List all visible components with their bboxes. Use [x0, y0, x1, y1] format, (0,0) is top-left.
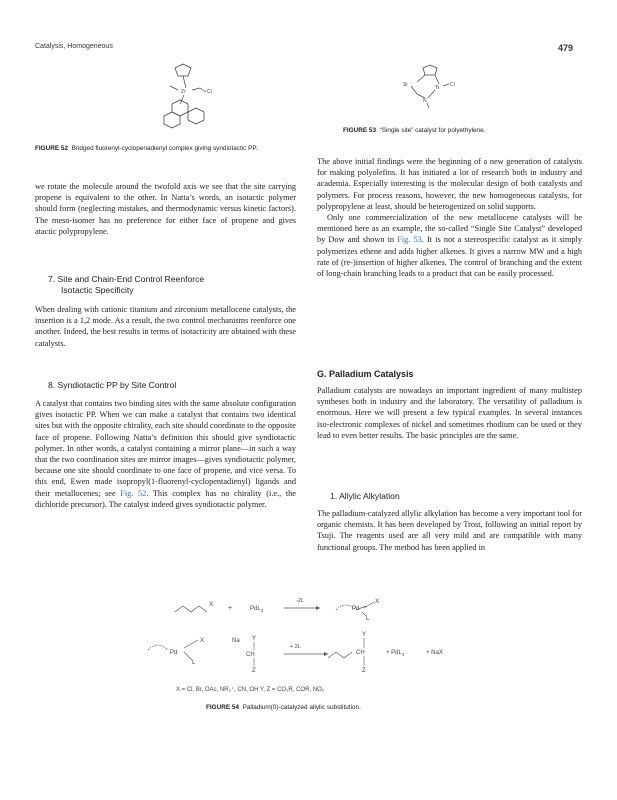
fig52-caption-text: Bridged fluorenyl-cyclopenadienyl complex giving syndiotactic PP.: [71, 145, 258, 152]
left-para-1: we rotate the molecule around the twofold axis we see that the site carrying propene is equivalent to the other. In Natta’s words, an isotactic polymer should form (neglecting mistakes, and thermodynamic versus kinetic factors). The meso-isomer has no preference for either face of propene and gives atactic polypropylene.: [35, 182, 296, 236]
fig54-label: FIGURE 54: [206, 704, 240, 711]
right-para-2-text-a: Only one commercialization of the new metallocene catalysts will be mentioned here as an example, the so-called “Single Site Catalyst” developed by Dow and shown in: [317, 213, 582, 245]
fig52-caption: [35, 145, 297, 154]
right-para-3: Palladium catalysts are nowadays an important ingredient of many multistep syntheses both in industry and the laboratory. The versatility of palladium is enormous. Here we will present a few typical examples. In several instances iso-electronic complexes of nickel and sometimes rhodium can be used or they lead to even better results. The basic principles are the same.: [317, 386, 582, 440]
right-para-4: The palladium-catalyzed allylic alkylation has become a very important tool for organic chemists. It has been developed by Trost, following an initial report by Tsuji. The reagents used are all very mild and are compatible with many functional groups. The method has been applied in: [317, 509, 582, 552]
scheme-ch-left: CH: [246, 652, 255, 658]
fig54-scheme: [140, 588, 500, 698]
scheme-arrowhead2: [324, 652, 328, 656]
fig54-caption-text: Palladium(0)-catalyzed allylic substitution.: [242, 704, 361, 711]
scheme-ch-right: CH: [356, 650, 365, 656]
section-7-line-2: Isotactic Specificity: [61, 285, 134, 296]
section-g-heading: G. Palladium Catalysis: [317, 369, 414, 379]
right-para-2-text-b: . It is not a stereospecific catalyst as it simply polymerizes ethene and adds higher alkenes. It gives a narrow MW and a high rate of (re-)insertion of higher alkenes. The control of branching and the extent of long-chain branching leads to a product that can be easily processed.: [317, 235, 582, 279]
right-column-top: [317, 156, 582, 279]
fig52-cl-label: Cl: [207, 89, 212, 95]
scheme-nax: + NaX: [426, 650, 443, 656]
left-para-2-block: [35, 304, 296, 349]
left-para-2: When dealing with cationic titanium and zirconium metallocene catalysts, the insertion is a 1,2 mode. As a result, the two control mechanisms reenforce one another. Indeed, the best results in terms of isotacticity are obtained with these catalysts.: [35, 305, 296, 348]
fig52-zr-label: Zr: [181, 89, 186, 95]
fig52-label: FIGURE 52: [35, 145, 69, 152]
scheme-plus1: +: [228, 605, 233, 612]
allyl-ring-mid: [148, 645, 168, 650]
scheme-y-left: Y: [252, 636, 257, 642]
section-7-heading: [48, 274, 288, 297]
scheme-pdl4-right: + PdL$_4$: [386, 650, 405, 657]
left-para-3-block: [35, 398, 296, 510]
scheme-pdl4: PdL$_4$: [250, 606, 264, 613]
scheme-legend: X = Cl, Br, OAc, NR₃⁺, CN, OH Y, Z = CO₂R, COR, NO₂: [176, 687, 325, 693]
right-para-2: [317, 212, 582, 279]
scheme-na: Na: [232, 638, 240, 644]
left-para-3-text-b: . This complex has no chirality (i.e., the dichloride precursor). The catalyst indeed gives syndiotactic polymer.: [35, 488, 296, 509]
right-para-1: The above initial findings were the beginning of a new generation of catalysts for making polyolefins. It has initiated a lot of research both in industry and academia. Especially interesting is the molecular design of both catalysts and polymers. For process reasons, however, the new homogeneous catalysts, for polypropylene at least, should be heterogenized on solid supports.: [317, 157, 582, 211]
fig53-n-label: N: [423, 98, 427, 104]
fig52-structure: [150, 62, 240, 142]
scheme-arrowhead1: [316, 606, 320, 610]
section-1-heading: 1. Allylic Alkylation: [330, 491, 400, 501]
scheme-x1: X: [209, 601, 214, 608]
scheme-l-mid: L: [192, 660, 196, 666]
left-para-3: [35, 398, 296, 510]
fig54-caption: [206, 704, 506, 713]
left-para-3-text-a: A catalyst that contains two binding sites with the same absolute configuration gives isotactic PP. When we can make a catalyst that contains two identical sites but with the opposite chirality, each site should coordinate to the opposite face of propene. Following Natta’s definition this should give syndiotactic polymer. In other words, a catalyst containing a mirror plane—in such a way that the two coordination sites are mirror images—gives syndiotactic polymer, because one site should coordinate to one face of propene, and vice versa. To this end, Ewen made isopropyl(1-fluorenyl-cyclopentadienyl) ligands and their metallocenes; see: [35, 399, 296, 498]
section-8-heading: 8. Syndiotactic PP by Site Control: [48, 380, 177, 390]
scheme-y-right: Y: [362, 632, 367, 638]
scheme-x-top: X: [375, 599, 380, 605]
fig53-cl-label: Cl: [450, 82, 455, 88]
page-number: 479: [558, 43, 574, 53]
fig53-ti-label: Ti: [435, 85, 439, 91]
fig53-si-label: Si: [403, 82, 408, 88]
right-para-4-block: [317, 508, 582, 553]
allyl-chain-1: [175, 606, 207, 612]
fig53-structure: [395, 62, 475, 110]
fig52-link[interactable]: Fig. 52: [120, 488, 147, 498]
scheme-arrow2-label: + 2L: [290, 644, 301, 650]
scheme-arrow1-label: -2L: [296, 598, 304, 604]
scheme-pd-top: Pd: [352, 606, 360, 612]
fig53-link[interactable]: Fig. 53: [397, 235, 422, 245]
scheme-l-top: L: [366, 616, 370, 622]
fig53-caption-text: “Single site” catalyst for polyethylene.: [379, 127, 486, 134]
fig53-label: FIGURE 53: [343, 127, 377, 134]
section-7-line-1: 7. Site and Chain-End Control Reenforce: [48, 274, 205, 284]
running-title: Catalysis, Homogeneous: [35, 43, 113, 50]
scheme-z-left: Z: [252, 668, 256, 674]
allyl-chain-product: [328, 652, 352, 658]
scheme-pd-mid: Pd: [170, 650, 178, 656]
left-column: [35, 181, 296, 237]
scheme-x-mid: X: [200, 638, 205, 644]
fig53-caption: [343, 127, 583, 136]
right-para-3-block: [317, 385, 582, 441]
scheme-z-right: Z: [362, 668, 366, 674]
